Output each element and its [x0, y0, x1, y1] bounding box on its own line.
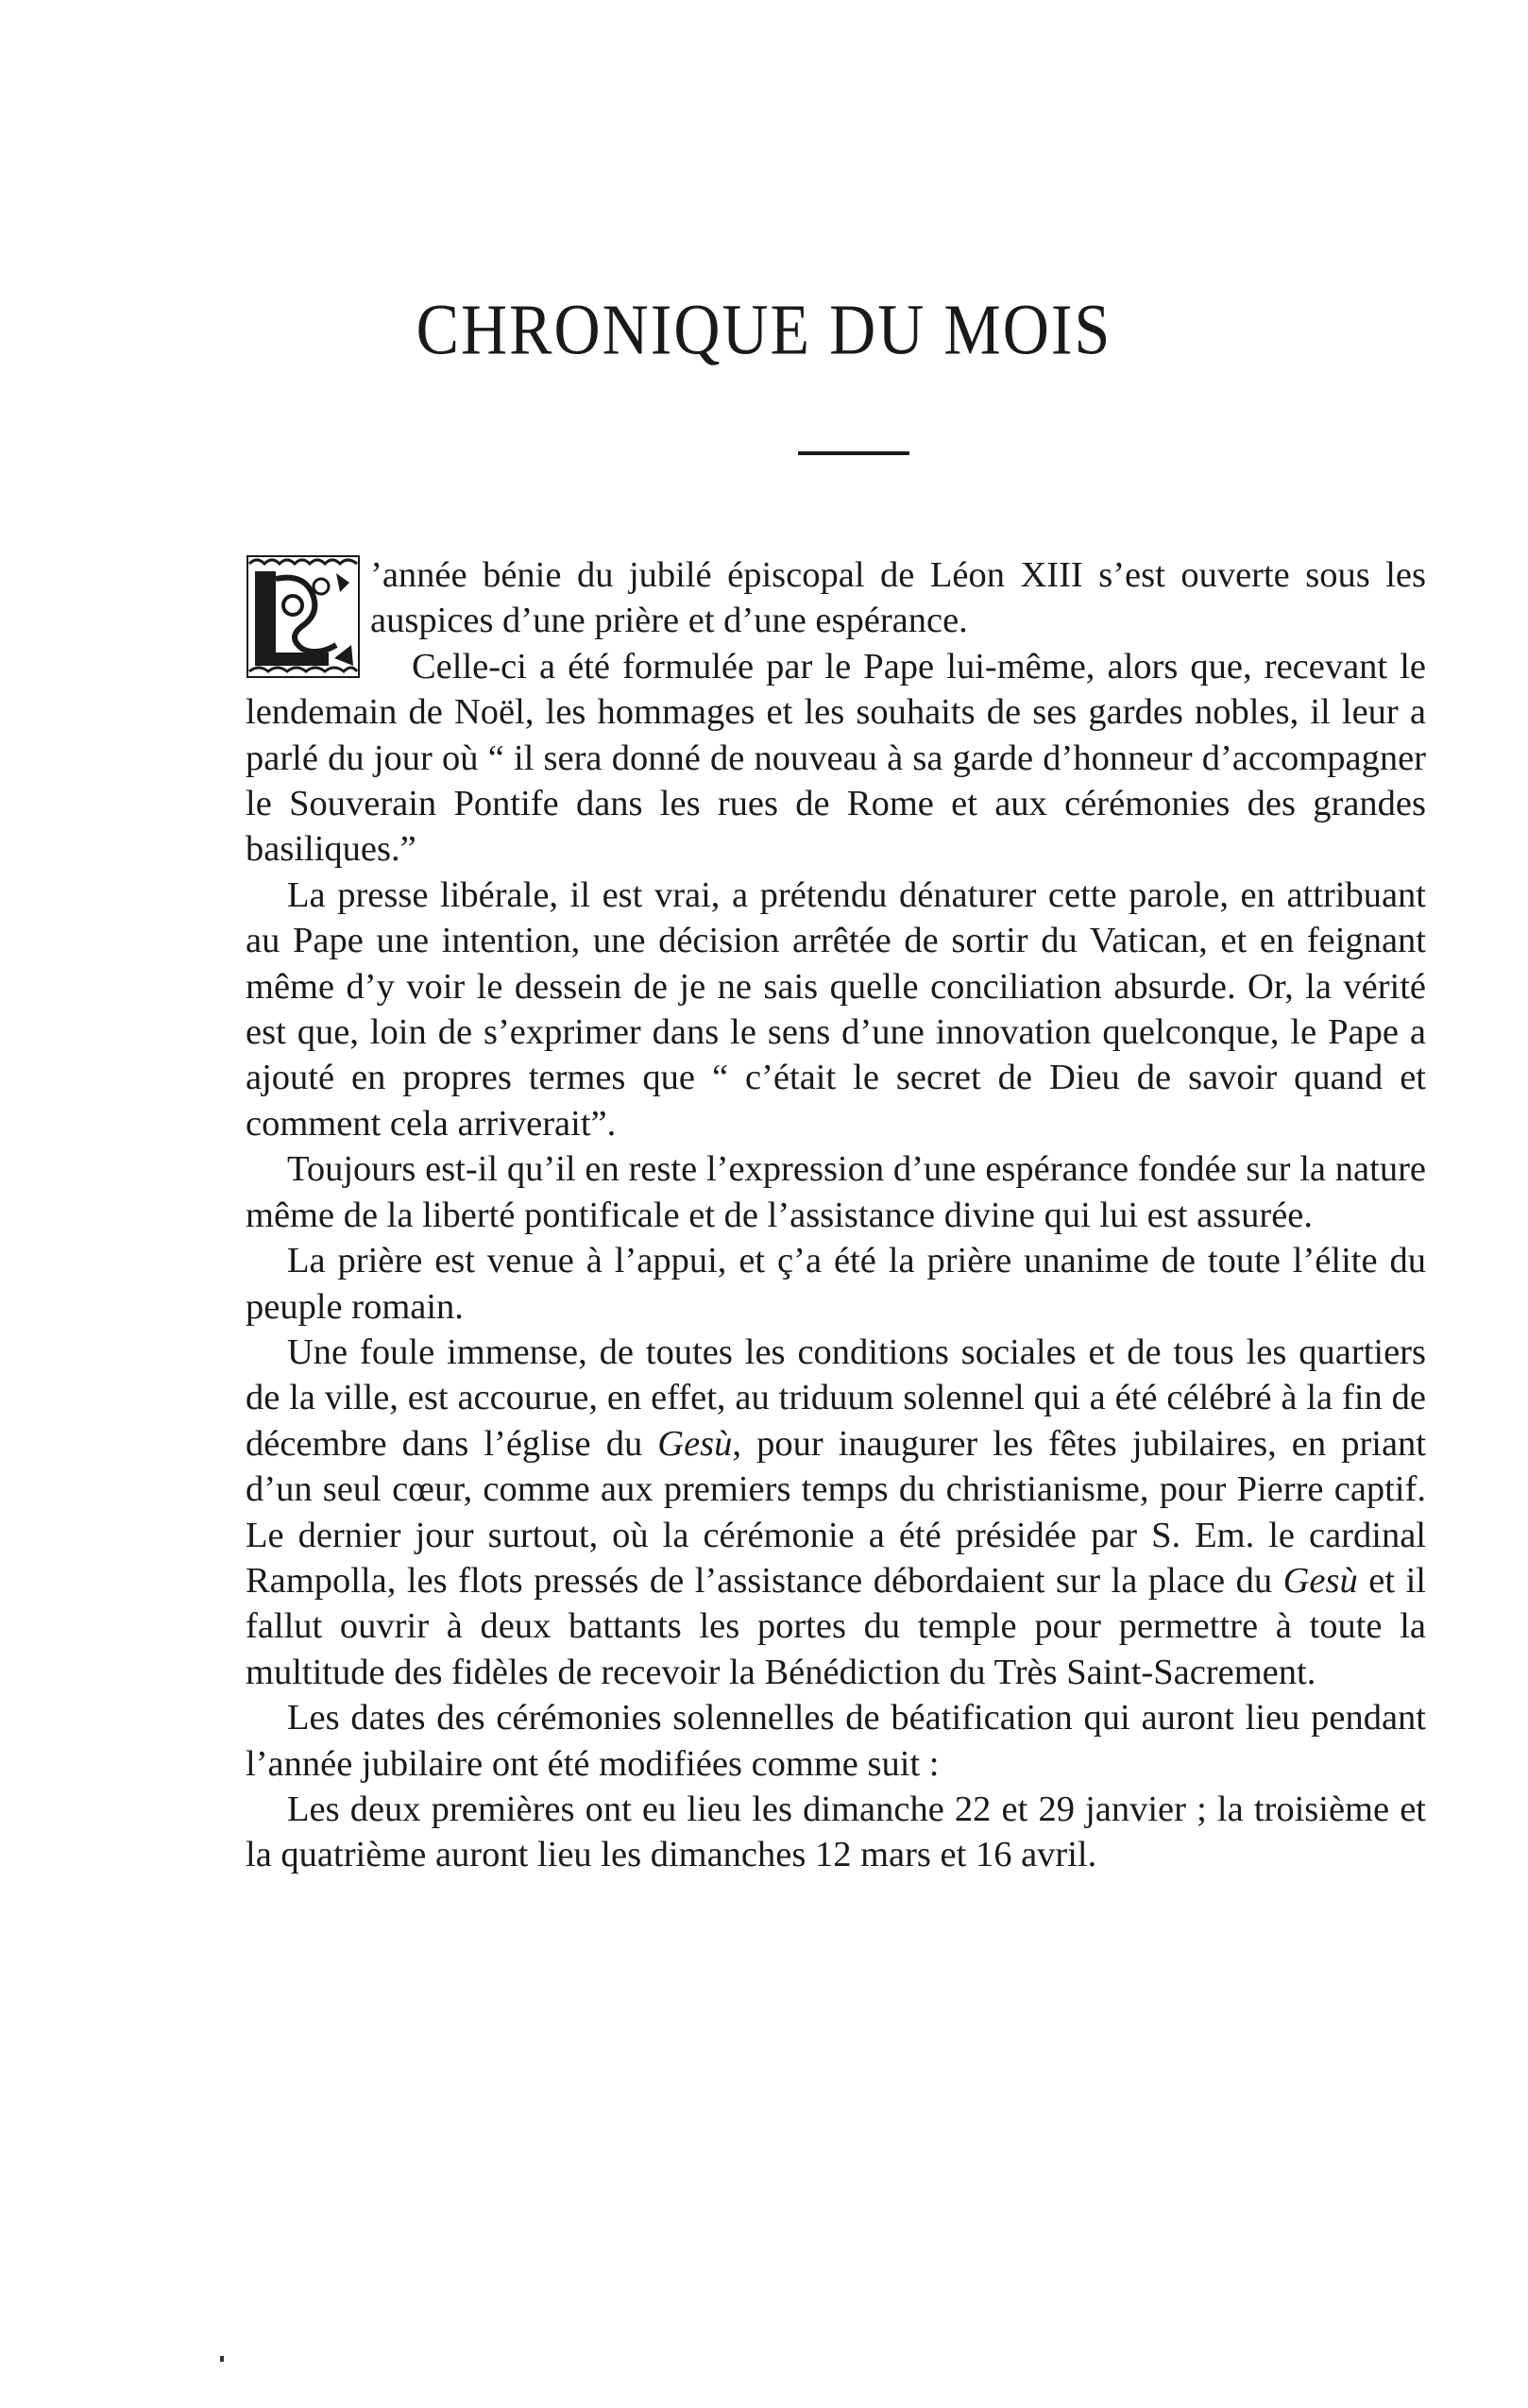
article-body	[246, 552, 1426, 1878]
paragraph-6: Une foule immense, de toutes les conditions sociales et de tous les quartiers de la ville, est accourue, en effet, au triduum solennel qui a été célébré à la fin de décembre dans l’église du Gesù, pour inaugurer les fêtes jubilaires, en priant d’un seul cœur, comme aux premiers temps du christianisme, pour Pierre captif. Le dernier jour surtout, où la cérémonie a été présidée par S. Em. le cardinal Rampolla, les flots pressés de l’assistance débordaient sur la place du Gesù et il fallut ouvrir à deux battants les portes du temple pour permettre à toute la multitude des fidèles de recevoir la Bénédiction du Très Saint-Sacrement.	[246, 1331, 1427, 1692]
paragraph-8: Les deux premières ont eu lieu les dimanche 22 et 29 janvier ; la troisième et la quatrième auront lieu les dimanches 12 mars et 16 avril.	[246, 1789, 1426, 1875]
ornamental-dropcap-l-icon	[246, 552, 361, 677]
paragraph-5: La prière est venue à l’appui, et ç’a été la prière unanime de toute l’élite du peuple romain.	[246, 1241, 1426, 1327]
title-divider	[798, 451, 909, 455]
paragraph-7: Les dates des cérémonies solennelles de béatification qui auront lieu pendant l’année jubilaire ont été modifiées comme suit :	[246, 1698, 1426, 1784]
paragraph-1: ’année bénie du jubilé épiscopal de Léon XIII s’est ouverte sous les auspices d’une prière et d’une espérance.	[246, 552, 1426, 644]
paragraph-4: Toujours est-il qu’il en reste l’expression d’une espérance fondée sur la nature même de la liberté pontificale et de l’assistance divine qui lui est assurée.	[246, 1149, 1426, 1235]
print-speck	[220, 2356, 224, 2362]
paragraph-2: Celle-ci a été formulée par le Pape lui-même, alors que, recevant le lendemain de Noël, les hommages et les souhaits de ses gardes nobles, il leur a parlé du jour où “ il sera donné de nouveau à sa garde d’honneur d’accompagner le Souverain Pontife dans les rues de Rome et aux cérémonies des grandes basiliques.”	[246, 646, 1426, 870]
paragraph-3: La presse libérale, il est vrai, a prétendu dénaturer cette parole, en attribuant au Pape une intention, une décision arrêtée de sortir du Vatican, et en feignant même d’y voir le dessein de je ne sais quelle conciliation absurde. Or, la vérité est que, loin de s’exprimer dans le sens d’une innovation quelconque, le Pape a ajouté en propres termes que “ c’était le secret de Dieu de savoir quand et comment cela arriverait”.	[246, 874, 1426, 1144]
page-title: CHRONIQUE DU MOIS	[416, 289, 1112, 370]
